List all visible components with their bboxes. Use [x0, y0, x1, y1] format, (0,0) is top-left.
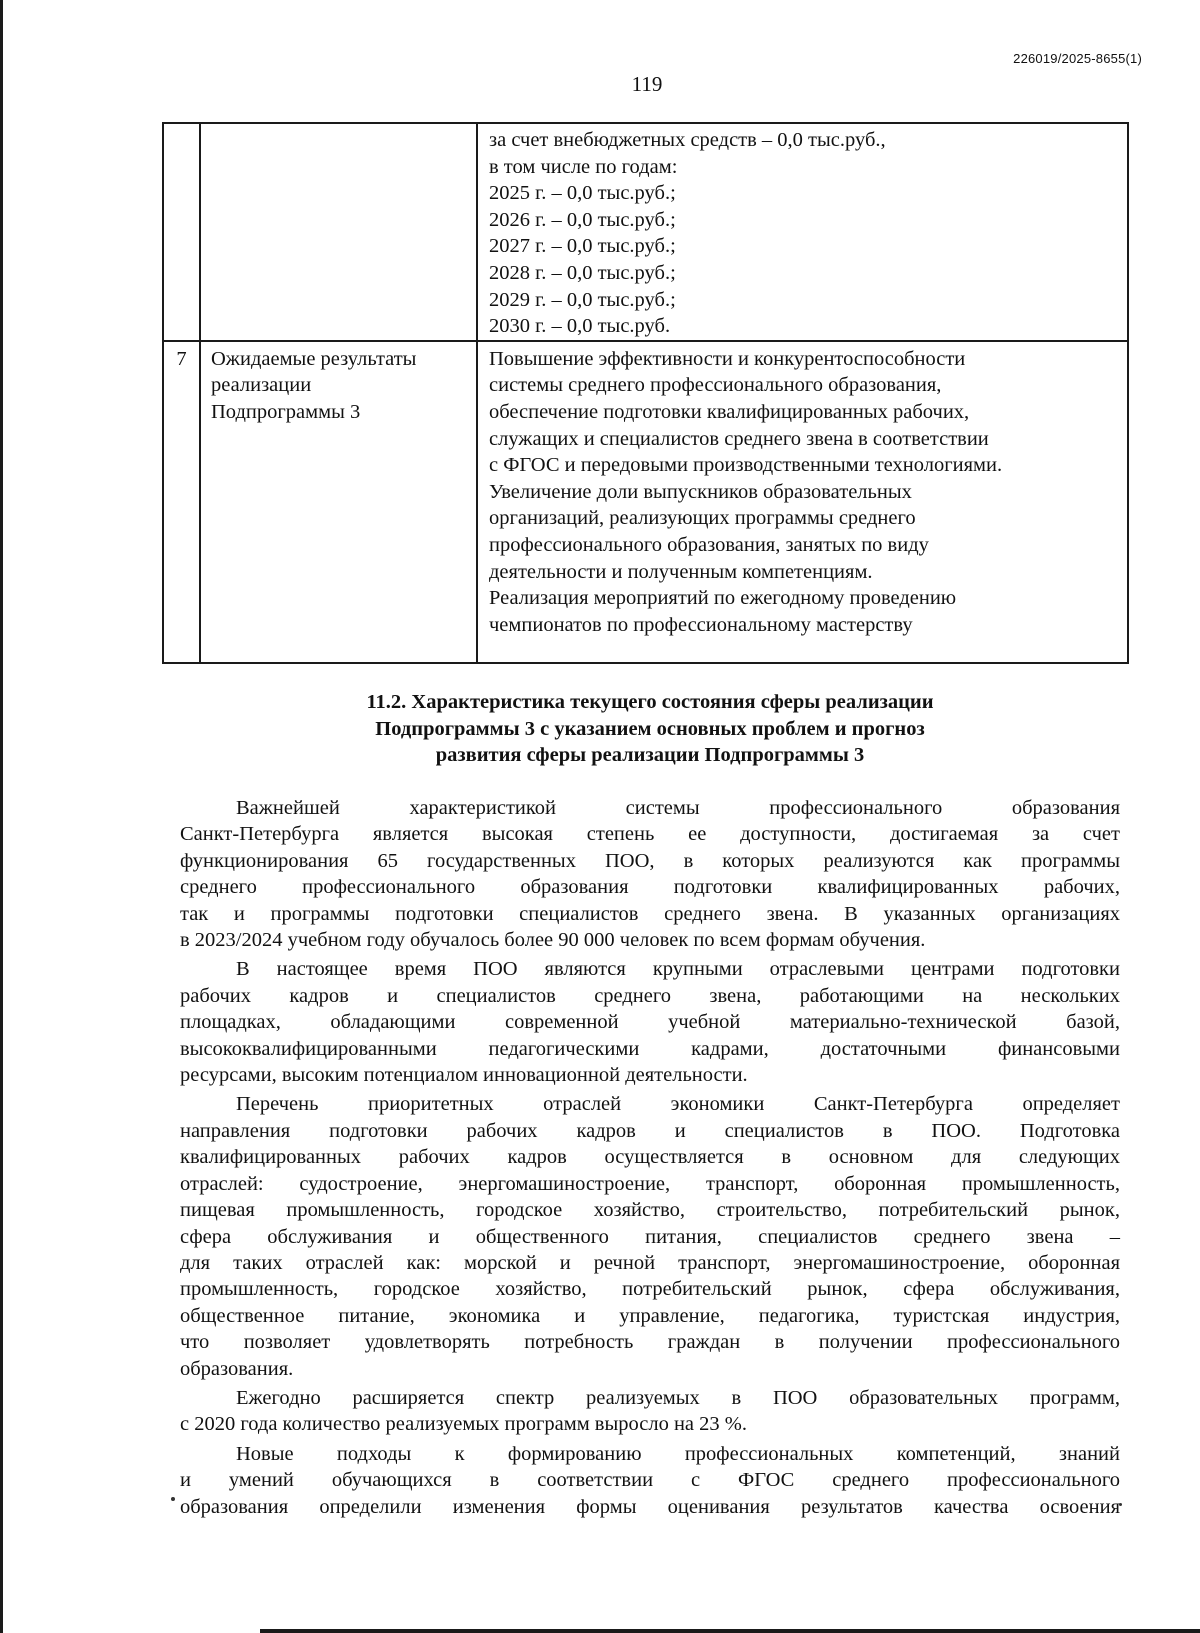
- value-line: Повышение эффективности и конкурентоспособности: [489, 347, 966, 370]
- paragraph-line: Важнейшей характеристикой системы профессионального образования: [236, 797, 1120, 819]
- value-line: обеспечение подготовки квалифицированных рабочих,: [489, 400, 970, 423]
- paragraph-line: В настоящее время ПОО являются крупными отраслевыми центрами подготовки: [236, 958, 1120, 981]
- paragraph-line: квалифицированных рабочих кадров осуществляется в основном для следующих: [180, 1146, 1120, 1169]
- name-line: реализации: [211, 374, 312, 397]
- section-body: [180, 795, 1120, 1523]
- value-line: за счет внебюджетных средств – 0,0 тыс.руб.,: [489, 129, 886, 151]
- value-line: Реализация мероприятий по ежегодному проведению: [489, 587, 957, 610]
- value-line: 2029 г. – 0,0 тыс.руб.;: [489, 288, 676, 311]
- value-line: в том числе по годам:: [489, 155, 678, 178]
- scan-bottom-edge: [260, 1629, 1200, 1633]
- row-value-cell: [477, 123, 1128, 341]
- scan-left-edge: [0, 0, 3, 1633]
- heading-line: 11.2. Характеристика текущего состояния сферы реализации: [366, 691, 934, 713]
- paragraph-line: Санкт-Петербурга является высокая степень ее доступности, достигаемая за счет: [180, 823, 1120, 846]
- paragraph-line: для таких отраслей как: морской и речной транспорт, энергомашиностроение, оборонная: [180, 1251, 1120, 1274]
- page-number: 119: [631, 72, 663, 96]
- paragraph-line: так и программы подготовки специалистов среднего звена. В указанных организациях: [180, 902, 1120, 925]
- name-line: Ожидаемые результаты: [211, 347, 417, 370]
- value-line: 2028 г. – 0,0 тыс.руб.;: [489, 261, 676, 284]
- value-line: чемпионатов по профессиональному мастерству: [489, 613, 913, 636]
- paragraph-line: в 2023/2024 учебном году обучалось более 90 000 человек по всем формам обучения.: [180, 929, 926, 952]
- row-name-cell: [200, 123, 477, 341]
- paragraph: [180, 956, 1120, 1088]
- paragraph-line: среднего профессионального образования подготовки квалифицированных рабочих,: [180, 876, 1120, 899]
- paragraph-line: площадках, обладающими современной учебной материально-технической базой,: [180, 1011, 1120, 1034]
- paragraph: [180, 795, 1120, 953]
- paragraph-line: что позволяет удовлетворять потребность граждан в получении профессионального: [180, 1331, 1120, 1354]
- value-line: организаций, реализующих программы среднего: [489, 507, 916, 530]
- paragraph-line: отраслей: судостроение, энергомашиностроение, транспорт, оборонная промышленность,: [180, 1172, 1120, 1195]
- row-name-cell: [200, 341, 477, 663]
- paragraph-line: Ежегодно расширяется спектр реализуемых в ПОО образовательных программ,: [236, 1386, 1120, 1409]
- paragraph-line: образования.: [180, 1357, 294, 1380]
- paragraph-line: направления подготовки рабочих кадров и специалистов в ПОО. Подготовка: [180, 1119, 1120, 1142]
- paragraph-line: рабочих кадров и специалистов среднего звена, работающими на нескольких: [180, 984, 1120, 1007]
- paragraph-line: высококвалифицированными педагогическими кадрами, достаточными финансовыми: [180, 1037, 1120, 1060]
- row-number-cell: 7: [163, 341, 200, 663]
- paragraph-line: ресурсами, высоким потенциалом инновационной деятельности.: [180, 1064, 748, 1087]
- row-number-cell: [163, 123, 200, 341]
- section-heading: [180, 689, 1120, 769]
- value-line: 2030 г. – 0,0 тыс.руб.: [489, 315, 671, 338]
- paragraph-line: промышленность, городское хозяйство, потребительский рынок, сфера обслуживания,: [180, 1278, 1120, 1301]
- paragraph: [180, 1385, 1120, 1438]
- value-line: 2026 г. – 0,0 тыс.руб.;: [489, 208, 676, 231]
- table-row: [163, 123, 1128, 341]
- subprogram-passport-table: [162, 122, 1129, 664]
- paragraph-line: пищевая промышленность, городское хозяйство, строительство, потребительский рынок,: [180, 1199, 1120, 1222]
- paragraph-line: сфера обслуживания и общественного питания, специалистов среднего звена –: [180, 1225, 1120, 1248]
- table-row: [163, 341, 1128, 663]
- value-line: деятельности и полученным компетенциям.: [489, 560, 873, 583]
- paragraph-line: Новые подходы к формированию профессиональных компетенций, знаний: [236, 1442, 1120, 1465]
- row-value-cell: [477, 341, 1128, 663]
- paragraph-line: Перечень приоритетных отраслей экономики Санкт-Петербурга определяет: [236, 1093, 1120, 1116]
- heading-line: развития сферы реализации Подпрограммы 3: [435, 744, 865, 766]
- value-line: служащих и специалистов среднего звена в соответствии: [489, 427, 989, 450]
- paragraph: [180, 1441, 1120, 1520]
- document-id: 226019/2025-8655(1): [1013, 51, 1142, 66]
- value-line: 2027 г. – 0,0 тыс.руб.;: [489, 235, 676, 258]
- value-line: профессионального образования, занятых по виду: [489, 533, 929, 556]
- scan-speck: [171, 1497, 175, 1501]
- heading-line: Подпрограммы 3 с указанием основных проблем и прогноз: [375, 717, 925, 740]
- value-line: 2025 г. – 0,0 тыс.руб.;: [489, 182, 676, 205]
- paragraph-line: образования определили изменения формы оценивания результатов качества освоения: [180, 1495, 1120, 1518]
- paragraph: [180, 1091, 1120, 1381]
- value-line: Увеличение доли выпускников образовательных: [489, 480, 912, 503]
- paragraph-line: функционирования 65 государственных ПОО, в которых реализуются как программы: [180, 849, 1120, 872]
- paragraph-line: и умений обучающихся в соответствии с ФГОС среднего профессионального: [180, 1469, 1120, 1492]
- name-line: Подпрограммы 3: [211, 400, 361, 423]
- value-line: с ФГОС и передовыми производственными технологиями.: [489, 454, 1003, 477]
- paragraph-line: с 2020 года количество реализуемых программ выросло на 23 %.: [180, 1413, 747, 1436]
- value-line: системы среднего профессионального образования,: [489, 374, 942, 397]
- paragraph-line: общественное питание, экономика и управление, педагогика, туристская индустрия,: [180, 1304, 1120, 1327]
